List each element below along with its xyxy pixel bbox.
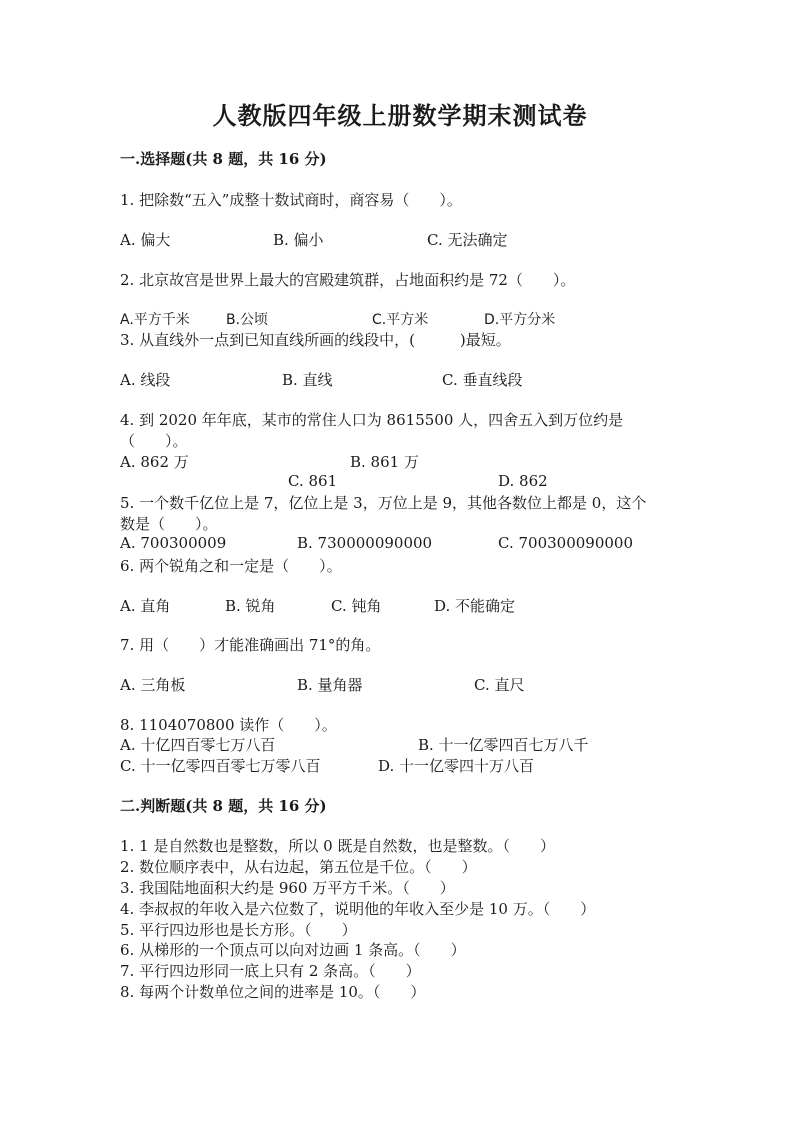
question-option: D. 862	[498, 472, 548, 490]
judgment-item: 7. 平行四边形同一底上只有 2 条高。（ ）	[120, 962, 421, 980]
judgment-item: 5. 平行四边形也是长方形。（ ）	[120, 921, 357, 939]
question-option: B. 861 万	[350, 453, 419, 471]
question-option: A. 三角板	[120, 676, 186, 694]
question-option: B. 偏小	[273, 231, 324, 249]
question-stem-continued: 数是（ ）。	[120, 515, 218, 533]
question-option: D.平方分米	[484, 312, 556, 328]
judgment-item: 8. 每两个计数单位之间的进率是 10。（ ）	[120, 983, 426, 1001]
question-option: A. 十亿四百零七万八百	[120, 736, 276, 754]
question-option: C. 垂直线段	[442, 371, 523, 389]
question-option: C. 700300090000	[498, 534, 633, 552]
question-option: C. 钝角	[331, 597, 382, 615]
judgment-item: 4. 李叔叔的年收入是六位数了，说明他的年收入至少是 10 万。（ ）	[120, 900, 596, 918]
section-heading-true-false: 二.判断题(共 8 题，共 16 分)	[120, 797, 327, 815]
judgment-item: 6. 从梯形的一个顶点可以向对边画 1 条高。（ ）	[120, 941, 466, 959]
question-option: B. 直线	[282, 371, 333, 389]
question-option: A. 862 万	[120, 453, 189, 471]
question-option: C.平方米	[372, 312, 429, 328]
question-option: A.平方千米	[120, 312, 190, 328]
question-option: C. 无法确定	[427, 231, 508, 249]
question-option: C. 十一亿零四百零七万零八百	[120, 757, 321, 775]
question-stem: 6. 两个锐角之和一定是（ ）。	[120, 557, 342, 575]
section-heading-choice: 一.选择题(共 8 题，共 16 分)	[120, 150, 327, 168]
question-stem: 4. 到 2020 年年底，某市的常住人口为 8615500 人，四舍五入到万位约是	[120, 411, 624, 429]
judgment-item: 1. 1 是自然数也是整数，所以 0 既是自然数，也是整数。（ ）	[120, 837, 555, 855]
judgment-item: 3. 我国陆地面积大约是 960 万平方千米。（ ）	[120, 879, 455, 897]
question-option: B. 锐角	[225, 597, 276, 615]
question-option: D. 不能确定	[434, 597, 516, 615]
question-option: A. 偏大	[120, 231, 171, 249]
question-option: B.公顷	[226, 312, 269, 328]
question-option: B. 十一亿零四百七万八千	[418, 736, 589, 754]
question-option: B. 量角器	[297, 676, 363, 694]
question-stem: 8. 1104070800 读作（ ）。	[120, 716, 337, 734]
exam-title: 人教版四年级上册数学期末测试卷	[212, 101, 588, 130]
question-option: A. 700300009	[120, 534, 227, 552]
question-stem: 7. 用（ ）才能准确画出 71°的角。	[120, 636, 381, 654]
question-option: C. 861	[288, 472, 338, 490]
question-stem: 5. 一个数千亿位上是 7，亿位上是 3，万位上是 9，其他各数位上都是 0，这个	[120, 494, 647, 512]
question-stem: 3. 从直线外一点到已知直线所画的线段中，( )最短。	[120, 331, 511, 349]
judgment-item: 2. 数位顺序表中，从右边起，第五位是千位。（ ）	[120, 858, 477, 876]
question-option: D. 十一亿零四十万八百	[378, 757, 535, 775]
question-option: A. 线段	[120, 371, 171, 389]
question-stem: 1. 把除数“五入”成整十数试商时，商容易（ ）。	[120, 191, 462, 209]
question-stem: 2. 北京故宫是世界上最大的宫殿建筑群，占地面积约是 72（ ）。	[120, 271, 576, 289]
question-option: C. 直尺	[474, 676, 525, 694]
question-stem-continued: （ ）。	[120, 432, 188, 450]
question-option: A. 直角	[120, 597, 171, 615]
question-option: B. 730000090000	[297, 534, 433, 552]
